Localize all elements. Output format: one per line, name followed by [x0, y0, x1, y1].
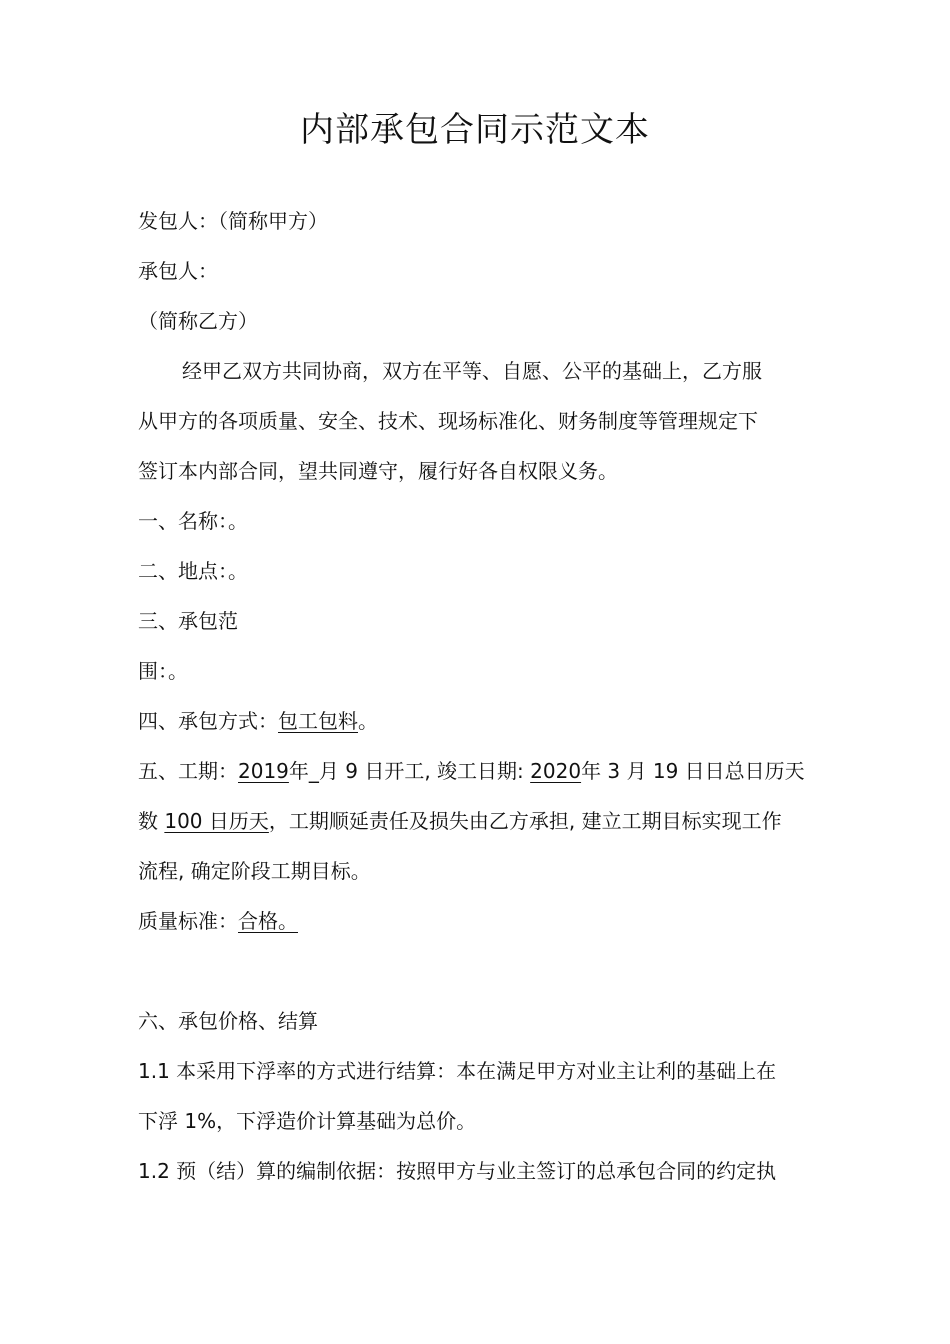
clause-1-1-line-2: 下浮 1%，下浮造价计算基础为总价。 — [138, 1109, 477, 1133]
method-label: 四、承包方式： — [138, 709, 278, 733]
clause-1-2-line-1: 1.2 预（结）算的编制依据：按照甲方与业主签订的总承包合同的约定执 — [138, 1159, 777, 1183]
item-period-line-1 — [138, 756, 828, 786]
contractor-abbr-line: （简称乙方） — [138, 309, 258, 333]
item-name: 一、名称：。 — [138, 509, 248, 533]
method-value: 包工包料 — [278, 709, 358, 733]
intro-line-1: 经甲乙双方共同协商，双方在平等、自愿、公平的基础上，乙方服 — [182, 359, 762, 383]
item-quality — [138, 906, 828, 936]
quality-label: 质量标准： — [138, 909, 238, 933]
quality-value: 合格。 — [238, 909, 298, 933]
period-label: 五、工期： — [138, 759, 238, 783]
period-end-year: 2020 — [530, 759, 582, 783]
item-location: 二、地点：。 — [138, 559, 248, 583]
method-end: 。 — [358, 709, 378, 733]
issuer-line: 发包人：（简称甲方） — [138, 209, 328, 233]
item-scope-b: 围：。 — [138, 659, 188, 683]
period-text-2: 年_月 9 日开工, 竣工日期: — [288, 759, 531, 783]
item-method — [138, 706, 828, 736]
intro-line-2: 从甲方的各项质量、安全、技术、现场标准化、财务制度等管理规定下 — [138, 409, 758, 433]
period-days: 100 日历天 — [164, 809, 269, 833]
period-text-4: 数 — [138, 809, 165, 833]
period-text-5: ，工期顺延责任及损失由乙方承担, 建立工期目标实现工作 — [268, 809, 782, 833]
item-scope-a: 三、承包范 — [138, 609, 238, 633]
document-title: 内部承包合同示范文本 — [300, 110, 650, 150]
period-start-year: 2019 — [238, 759, 289, 783]
intro-line-3: 签订本内部合同，望共同遵守，履行好各自权限义务。 — [138, 459, 618, 483]
contractor-line: 承包人： — [138, 259, 218, 283]
item-period-line-2 — [138, 806, 828, 836]
period-text-3: 年 3 月 19 日日总日历天 — [581, 759, 805, 783]
section6-heading: 六、承包价格、结算 — [138, 1009, 318, 1033]
clause-1-1-line-1: 1.1 本采用下浮率的方式进行结算：本在满足甲方对业主让利的基础上在 — [138, 1059, 777, 1083]
item-period-line-3: 流程, 确定阶段工期目标。 — [138, 859, 371, 883]
